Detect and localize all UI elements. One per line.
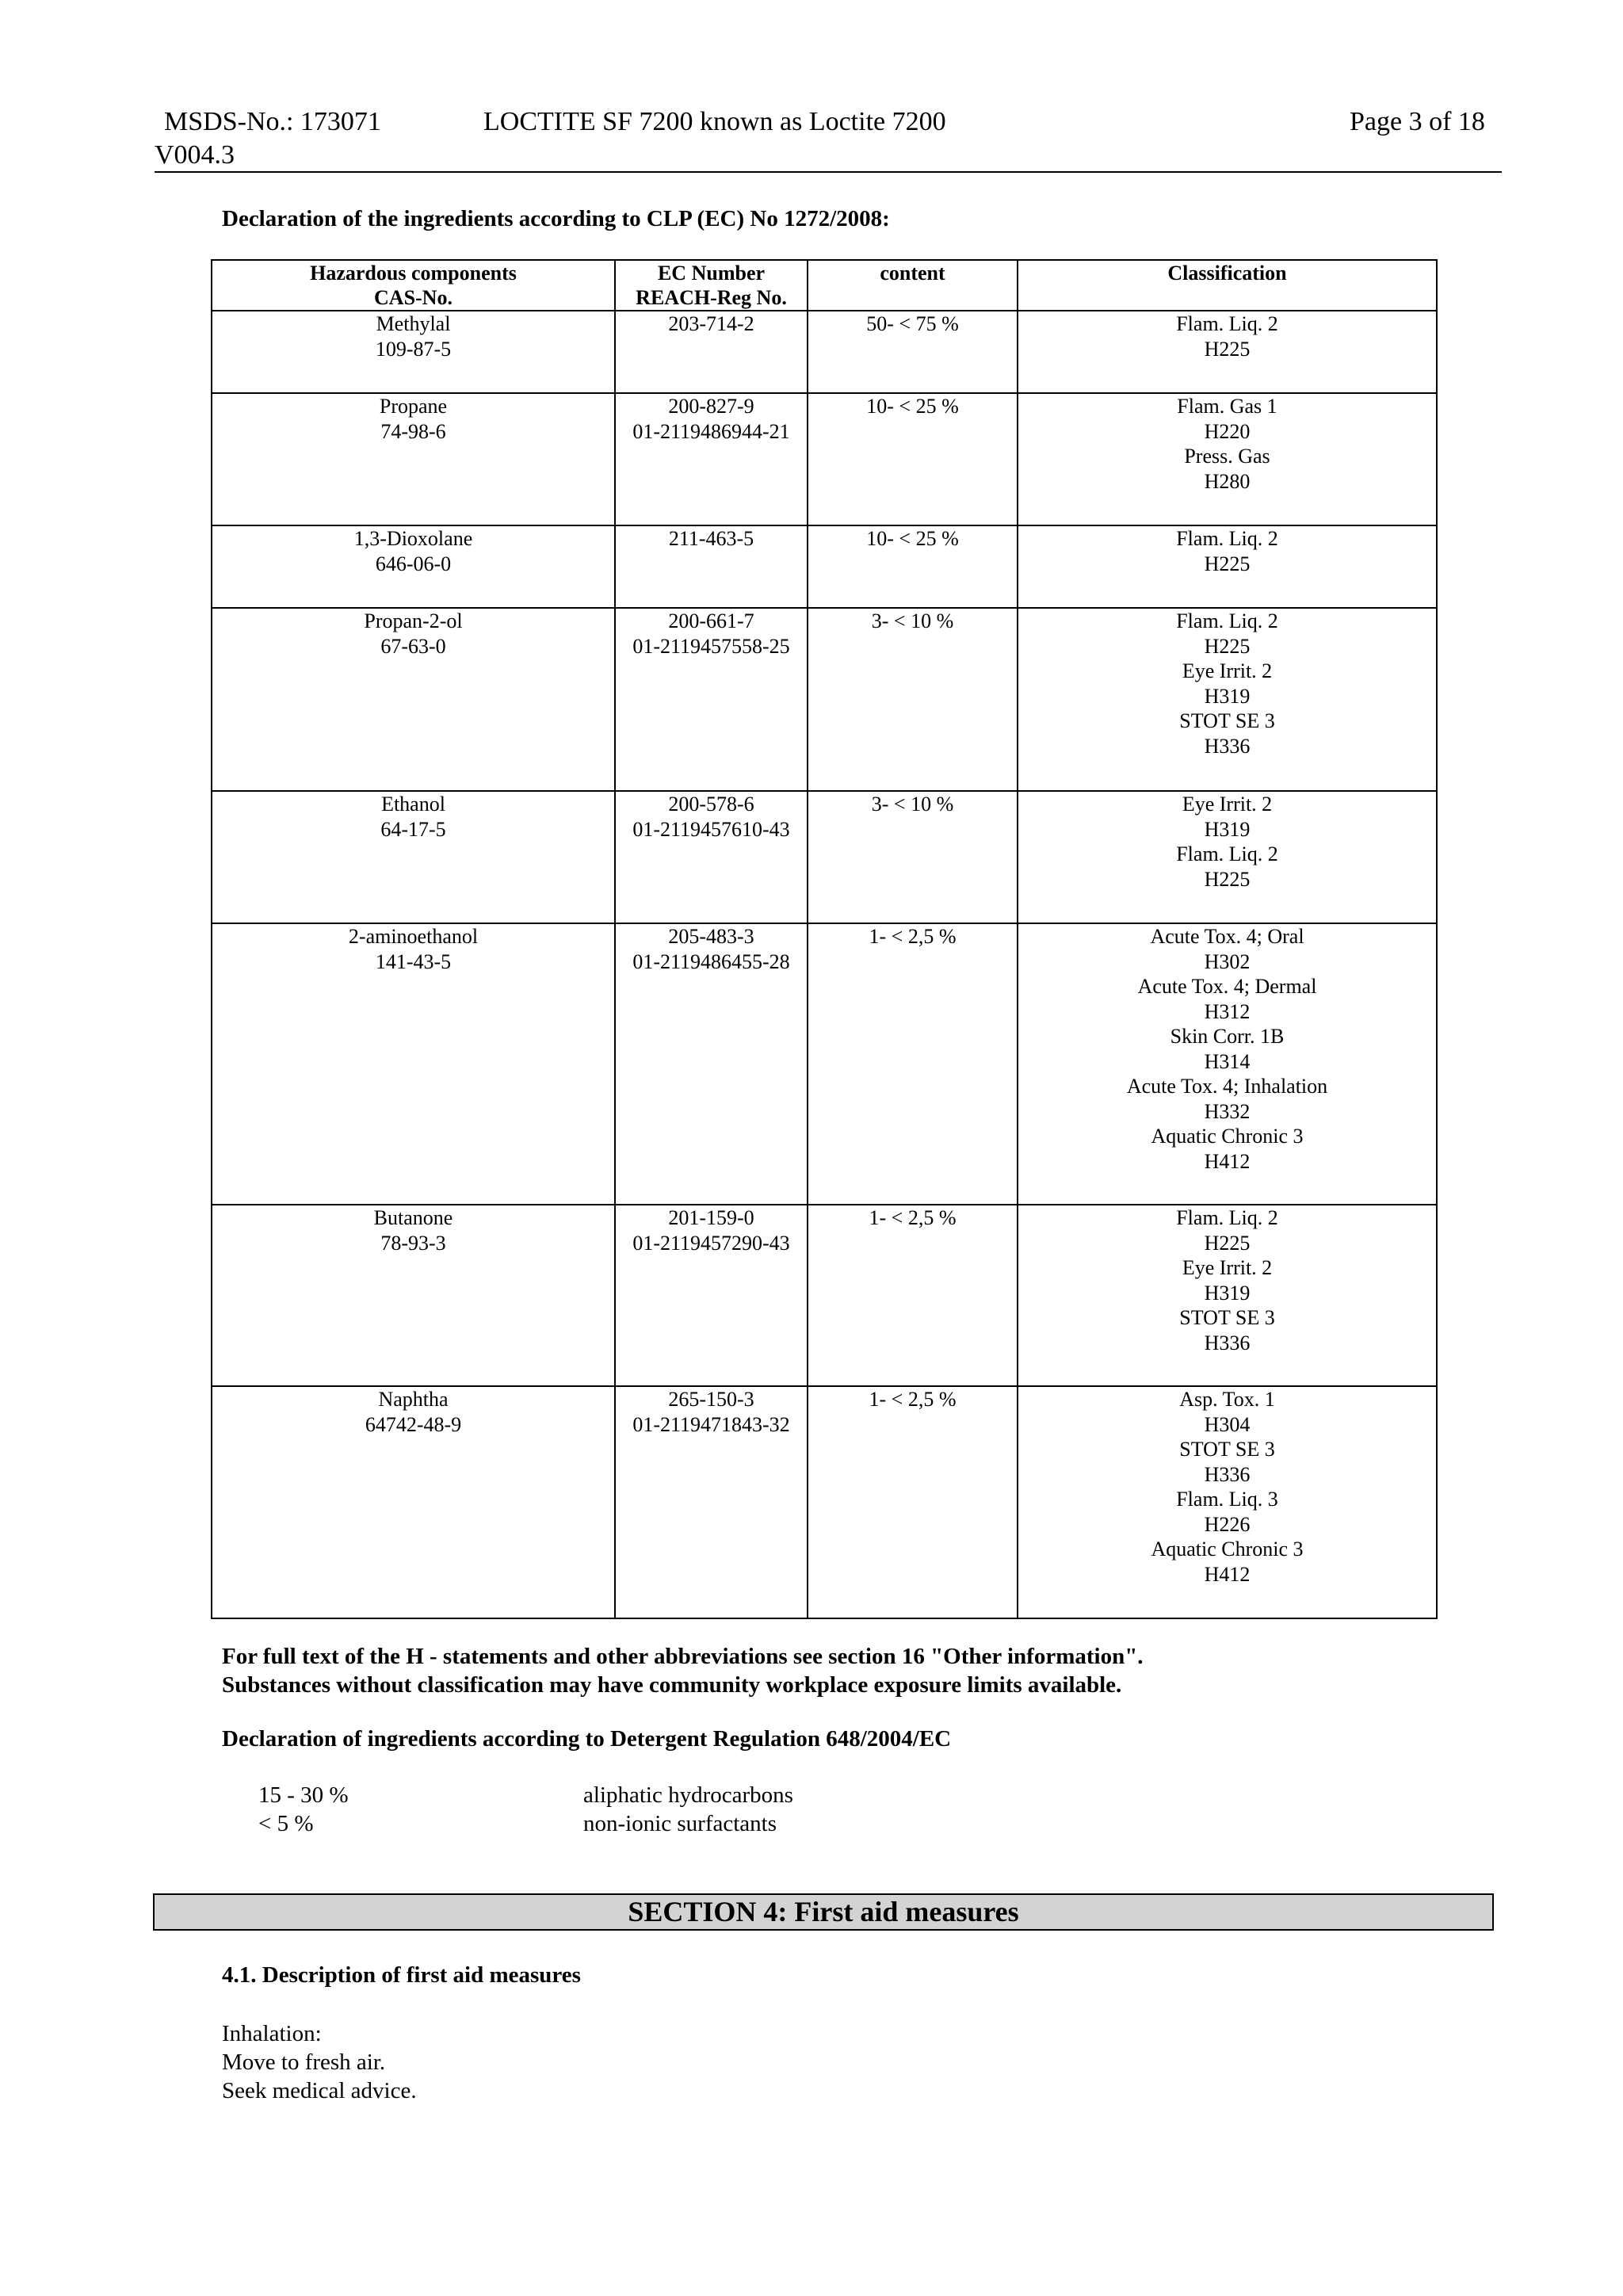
header-ec-line2: REACH-Reg No. bbox=[636, 286, 787, 309]
classification-line: H412 bbox=[1204, 1149, 1251, 1173]
reach-number: 01-2119457290-43 bbox=[632, 1231, 790, 1255]
cell-content: 3- < 10 % bbox=[808, 791, 1018, 923]
cell-ec bbox=[615, 923, 808, 1205]
table-row bbox=[212, 923, 1437, 1205]
ec-number: 201-159-0 bbox=[668, 1206, 754, 1229]
header-divider bbox=[155, 171, 1502, 173]
classification-line: H225 bbox=[1204, 634, 1251, 658]
header-ec bbox=[615, 260, 808, 311]
ec-number: 211-463-5 bbox=[668, 527, 754, 550]
table-row bbox=[212, 311, 1437, 393]
reach-number: 01-2119457610-43 bbox=[632, 817, 790, 841]
classification-line: Flam. Liq. 2 bbox=[1176, 1206, 1278, 1229]
cell-content: 50- < 75 % bbox=[808, 311, 1018, 393]
classification-line: H280 bbox=[1204, 469, 1251, 493]
classification-line: Eye Irrit. 2 bbox=[1182, 1256, 1273, 1279]
header-ec-line1: EC Number bbox=[657, 262, 766, 285]
classification-line: Press. Gas bbox=[1184, 445, 1270, 468]
note-h-statements: For full text of the H - statements and other abbreviations see section 16 "Other information". bbox=[222, 1644, 1144, 1669]
classification-line: STOT SE 3 bbox=[1179, 1438, 1275, 1461]
table-header-row bbox=[212, 260, 1437, 311]
table-row bbox=[212, 1386, 1437, 1618]
ec-number: 205-483-3 bbox=[668, 925, 754, 948]
classification-line: H412 bbox=[1204, 1562, 1251, 1586]
cell-classification bbox=[1018, 1386, 1437, 1618]
first-aid-line-2: Move to fresh air. bbox=[222, 2050, 386, 2075]
header-components-line1: Hazardous components bbox=[310, 262, 517, 285]
cell-classification bbox=[1018, 311, 1437, 393]
header-classification: Classification bbox=[1018, 260, 1437, 311]
component-name: Ethanol bbox=[381, 793, 445, 816]
classification-line: H336 bbox=[1204, 1462, 1251, 1486]
section4-subtitle: 4.1. Description of first aid measures bbox=[222, 1962, 581, 1988]
classification-line: Flam. Liq. 2 bbox=[1176, 842, 1278, 865]
header-components-line2: CAS-No. bbox=[374, 286, 453, 309]
classification-line: H336 bbox=[1204, 1331, 1251, 1354]
product-name: LOCTITE SF 7200 known as Loctite 7200 bbox=[483, 107, 946, 136]
component-name: Propan-2-ol bbox=[364, 609, 463, 632]
cell-component bbox=[212, 791, 615, 923]
reach-number: 01-2119471843-32 bbox=[632, 1412, 790, 1436]
cell-ec bbox=[615, 791, 808, 923]
table-row bbox=[212, 525, 1437, 608]
cell-component bbox=[212, 525, 615, 608]
cell-content: 10- < 25 % bbox=[808, 525, 1018, 608]
reach-number: 01-2119457558-25 bbox=[632, 634, 790, 658]
msds-number: MSDS-No.: 173071 bbox=[164, 107, 381, 136]
cell-ec bbox=[615, 525, 808, 608]
cell-ec bbox=[615, 608, 808, 791]
classification-line: Aquatic Chronic 3 bbox=[1151, 1538, 1304, 1561]
component-name: Butanone bbox=[373, 1206, 453, 1229]
classification-line: H220 bbox=[1204, 419, 1251, 443]
classification-line: H312 bbox=[1204, 999, 1251, 1023]
table-body bbox=[212, 311, 1437, 1618]
reach-number: 01-2119486944-21 bbox=[632, 419, 790, 443]
ec-number: 200-827-9 bbox=[668, 395, 754, 418]
section4-title: SECTION 4: First aid measures bbox=[628, 1896, 1019, 1927]
cell-ec bbox=[615, 1386, 808, 1618]
classification-line: Skin Corr. 1B bbox=[1170, 1025, 1285, 1048]
cell-classification bbox=[1018, 608, 1437, 791]
header-content: content bbox=[808, 260, 1018, 311]
classification-line: H225 bbox=[1204, 337, 1251, 361]
cell-content: 10- < 25 % bbox=[808, 393, 1018, 525]
cas-number: 64-17-5 bbox=[380, 817, 446, 841]
classification-line: H319 bbox=[1204, 684, 1251, 708]
cell-ec bbox=[615, 393, 808, 525]
cell-classification bbox=[1018, 1205, 1437, 1386]
classification-line: Flam. Liq. 3 bbox=[1176, 1488, 1278, 1511]
cell-component bbox=[212, 923, 615, 1205]
classification-line: Flam. Liq. 2 bbox=[1176, 609, 1278, 632]
component-name: 1,3-Dioxolane bbox=[353, 527, 473, 550]
cell-component bbox=[212, 608, 615, 791]
classification-line: H319 bbox=[1204, 1281, 1251, 1305]
notes bbox=[222, 1642, 1144, 1699]
table-row bbox=[212, 791, 1437, 923]
detergent-label-2: non-ionic surfactants bbox=[583, 1811, 777, 1836]
classification-line: H336 bbox=[1204, 734, 1251, 758]
ec-number: 203-714-2 bbox=[668, 312, 754, 335]
component-name: Naphtha bbox=[378, 1388, 449, 1411]
classification-line: H225 bbox=[1204, 1231, 1251, 1255]
cell-content: 1- < 2,5 % bbox=[808, 923, 1018, 1205]
component-name: Propane bbox=[379, 395, 448, 418]
classification-line: H226 bbox=[1204, 1512, 1251, 1536]
reach-number: 01-2119486455-28 bbox=[632, 949, 790, 973]
cell-component bbox=[212, 393, 615, 525]
ingredients-table bbox=[211, 259, 1438, 1619]
cell-content: 3- < 10 % bbox=[808, 608, 1018, 791]
cell-component bbox=[212, 1205, 615, 1386]
classification-line: Eye Irrit. 2 bbox=[1182, 793, 1273, 816]
table-row bbox=[212, 608, 1437, 791]
cas-number: 78-93-3 bbox=[380, 1231, 446, 1255]
cas-number: 109-87-5 bbox=[375, 337, 452, 361]
ec-number: 200-661-7 bbox=[668, 609, 754, 632]
cell-content: 1- < 2,5 % bbox=[808, 1386, 1018, 1618]
classification-line: STOT SE 3 bbox=[1179, 709, 1275, 732]
cell-content: 1- < 2,5 % bbox=[808, 1205, 1018, 1386]
first-aid-line-1: Inhalation: bbox=[222, 2021, 322, 2046]
classification-line: Asp. Tox. 1 bbox=[1179, 1388, 1275, 1411]
page-number: Page 3 of 18 bbox=[1350, 107, 1485, 136]
first-aid-line-3: Seek medical advice. bbox=[222, 2078, 417, 2103]
version: V004.3 bbox=[155, 140, 235, 170]
cas-number: 646-06-0 bbox=[375, 552, 452, 575]
cas-number: 67-63-0 bbox=[380, 634, 446, 658]
classification-line: H225 bbox=[1204, 867, 1251, 891]
ec-number: 200-578-6 bbox=[668, 793, 754, 816]
cell-classification bbox=[1018, 393, 1437, 525]
cell-component bbox=[212, 311, 615, 393]
cell-classification bbox=[1018, 923, 1437, 1205]
cas-number: 64742-48-9 bbox=[365, 1412, 462, 1436]
cell-ec bbox=[615, 1205, 808, 1386]
classification-line: Flam. Liq. 2 bbox=[1176, 312, 1278, 335]
classification-line: H319 bbox=[1204, 817, 1251, 841]
ec-number: 265-150-3 bbox=[668, 1388, 754, 1411]
declaration-title: Declaration of the ingredients according to CLP (EC) No 1272/2008: bbox=[222, 206, 890, 231]
cell-ec bbox=[615, 311, 808, 393]
cell-classification bbox=[1018, 791, 1437, 923]
detergent-range-1: 15 - 30 % bbox=[258, 1782, 349, 1808]
cell-classification bbox=[1018, 525, 1437, 608]
classification-line: STOT SE 3 bbox=[1179, 1306, 1275, 1329]
cas-number: 74-98-6 bbox=[380, 419, 446, 443]
classification-line: Eye Irrit. 2 bbox=[1182, 659, 1273, 682]
detergent-label-1: aliphatic hydrocarbons bbox=[583, 1782, 793, 1808]
section4-header bbox=[153, 1893, 1494, 1931]
table-row bbox=[212, 1205, 1437, 1386]
detergent-range-2: < 5 % bbox=[258, 1811, 314, 1836]
table-row bbox=[212, 393, 1437, 525]
detergent-title: Declaration of ingredients according to Detergent Regulation 648/2004/EC bbox=[222, 1726, 952, 1752]
header-components bbox=[212, 260, 615, 311]
note-exposure-limits: Substances without classification may have community workplace exposure limits available. bbox=[222, 1672, 1122, 1698]
classification-line: H304 bbox=[1204, 1412, 1251, 1436]
classification-line: H314 bbox=[1204, 1049, 1251, 1073]
classification-line: H225 bbox=[1204, 552, 1251, 575]
classification-line: H332 bbox=[1204, 1099, 1251, 1123]
component-name: Methylal bbox=[376, 312, 451, 335]
classification-line: Aquatic Chronic 3 bbox=[1151, 1125, 1304, 1148]
classification-line: Flam. Liq. 2 bbox=[1176, 527, 1278, 550]
classification-line: Acute Tox. 4; Oral bbox=[1150, 925, 1304, 948]
classification-line: Acute Tox. 4; Dermal bbox=[1137, 975, 1317, 998]
classification-line: Acute Tox. 4; Inhalation bbox=[1126, 1075, 1328, 1098]
classification-line: Flam. Gas 1 bbox=[1177, 395, 1277, 418]
component-name: 2-aminoethanol bbox=[348, 925, 479, 948]
cas-number: 141-43-5 bbox=[375, 949, 452, 973]
classification-line: H302 bbox=[1204, 949, 1251, 973]
cell-component bbox=[212, 1386, 615, 1618]
